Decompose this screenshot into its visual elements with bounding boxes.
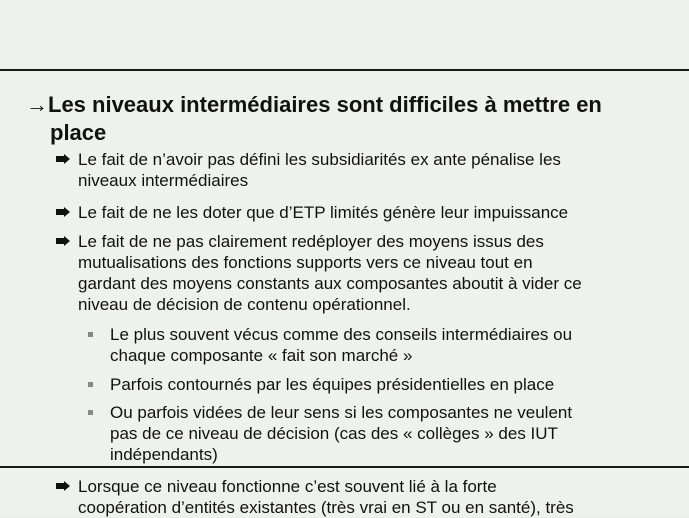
bullet-line: gardant des moyens constants aux composantes aboutit à vider ce <box>78 274 582 293</box>
bullet-line: coopération d’entités existantes (très vrai en ST ou en santé), très <box>78 498 574 517</box>
slide-heading <box>26 91 646 147</box>
bullet-item <box>56 231 656 315</box>
sub-bullet-line: Le plus souvent vécus comme des conseils intermédiaires ou <box>110 325 573 344</box>
bullet-line: niveaux intermédiaires <box>78 171 249 190</box>
bullet-arrow-icon <box>56 154 70 164</box>
bullet-text <box>56 231 656 315</box>
bullet-item <box>56 149 656 191</box>
top-band <box>0 0 689 69</box>
sub-bullet-item <box>88 324 648 366</box>
bullet-arrow-icon <box>56 236 70 246</box>
arrow-right-icon: → <box>26 92 48 117</box>
bottom-divider <box>0 466 689 468</box>
bullet-item <box>56 202 656 223</box>
sub-bullet-line: indépendants) <box>110 445 218 464</box>
sub-bullet-line: Parfois contournés par les équipes présidentielles en place <box>110 375 555 394</box>
bullet-text <box>56 149 656 191</box>
sub-bullet-line: Ou parfois vidées de leur sens si les composantes ne veulent <box>110 403 573 422</box>
bullet-arrow-icon <box>56 207 70 217</box>
bullet-line: niveau de décision de contenu opérationnel. <box>78 295 411 314</box>
sub-bullet-item <box>88 374 648 395</box>
bullet-text <box>56 476 656 518</box>
bullet-line: Lorsque ce niveau fonctionne c’est souvent lié à la forte <box>78 477 497 496</box>
bullet-line: mutualisations des fonctions supports vers ce niveau tout en <box>78 253 533 272</box>
bullet-line: Le fait de ne les doter que d’ETP limités génère leur impuissance <box>78 203 569 222</box>
bullet-arrow-icon <box>56 481 70 491</box>
sub-bullet-text <box>88 402 648 465</box>
heading-line-1: Les niveaux intermédiaires sont difficiles à mettre en <box>48 92 602 117</box>
bullet-line: Le fait de n’avoir pas défini les subsidiarités ex ante pénalise les <box>78 150 561 169</box>
heading-line-2: place <box>50 120 107 145</box>
bullet-item <box>56 476 656 518</box>
sub-bullet-line: pas de ce niveau de décision (cas des « collèges » des IUT <box>110 424 558 443</box>
sub-bullet-line: chaque composante « fait son marché » <box>110 346 413 365</box>
square-bullet-icon <box>88 382 93 387</box>
sub-bullet-text <box>88 324 648 366</box>
bullet-line: Le fait de ne pas clairement redéployer des moyens issus des <box>78 232 544 251</box>
sub-bullet-item <box>88 402 648 465</box>
square-bullet-icon <box>88 410 93 415</box>
square-bullet-icon <box>88 332 93 337</box>
sub-bullet-text <box>88 374 648 395</box>
bullet-text <box>56 202 656 223</box>
slide-content <box>0 71 689 517</box>
